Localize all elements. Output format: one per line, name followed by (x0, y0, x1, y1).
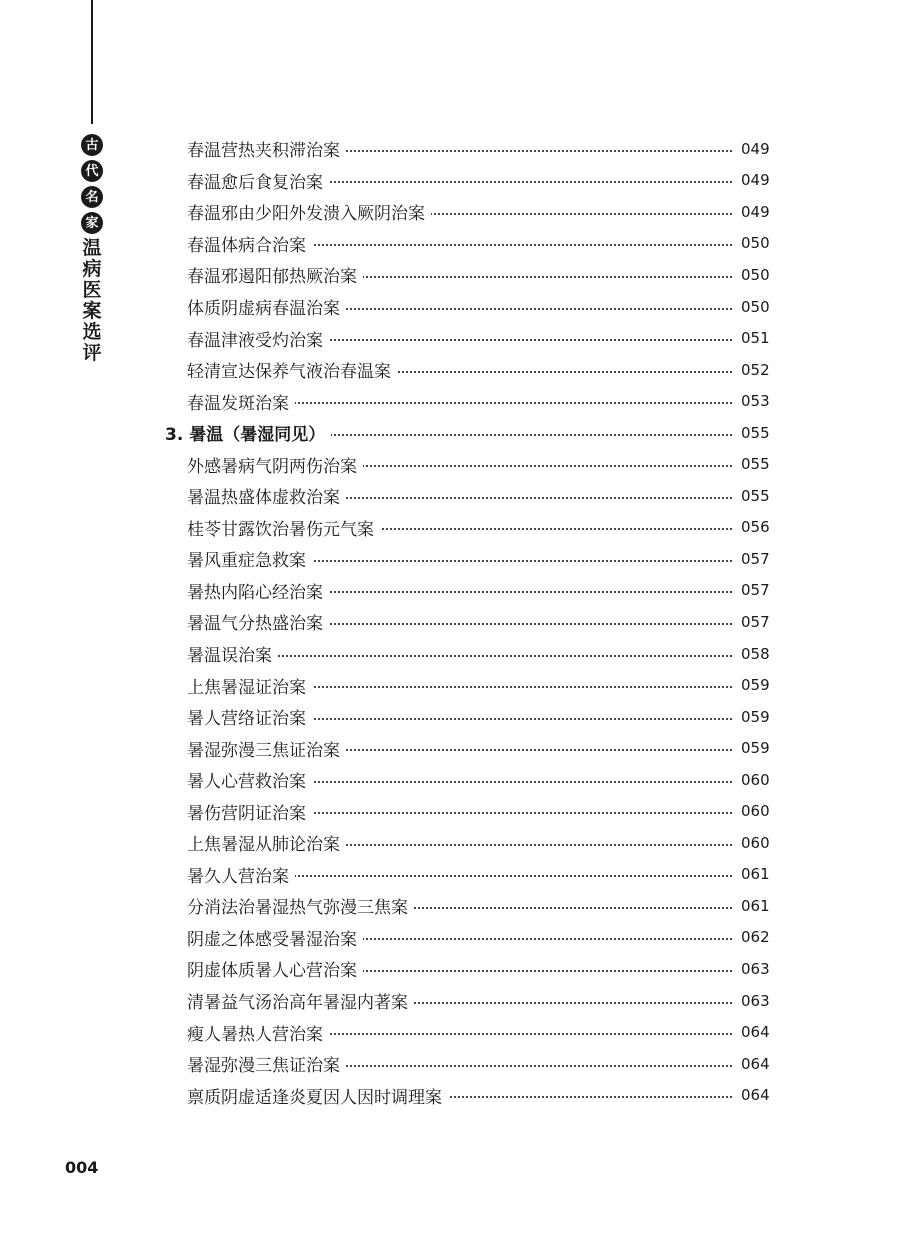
toc-entry[interactable] (0, 985, 900, 1017)
toc-entry-page: 060 (741, 802, 770, 821)
toc-entry-page: 057 (741, 549, 770, 568)
toc-entry[interactable] (0, 669, 900, 701)
toc-entry[interactable] (0, 701, 900, 733)
toc-entry-title: 春温营热夹积滞治案 (187, 136, 346, 161)
toc-entry-page: 060 (741, 833, 770, 852)
toc-entry-page: 064 (741, 1054, 770, 1073)
toc-entry-title: 春温愈后食复治案 (187, 168, 329, 193)
toc-entry-page: 062 (741, 928, 770, 947)
toc-entry-page: 059 (741, 739, 770, 758)
toc-entry-page: 063 (741, 959, 770, 978)
toc-entry[interactable] (0, 575, 900, 607)
toc-entry[interactable] (0, 922, 900, 954)
toc-entry-title: 春温津液受灼治案 (187, 326, 329, 351)
toc-entry-page: 057 (741, 581, 770, 600)
toc-entry[interactable] (0, 133, 900, 165)
toc-entry-page: 057 (741, 612, 770, 631)
toc-entry-page: 049 (741, 139, 770, 158)
toc-entry-title: 暑人营络证治案 (187, 704, 312, 729)
toc-entry-title: 上焦暑湿从肺论治案 (187, 830, 346, 855)
toc-entry-title: 暑人心营救治案 (187, 767, 312, 792)
toc-entry-page: 058 (741, 644, 770, 663)
toc-entry-title: 暑湿弥漫三焦证治案 (187, 736, 346, 761)
toc-entry-title: 暑湿弥漫三焦证治案 (187, 1051, 346, 1076)
toc-entry-title: 暑伤营阴证治案 (187, 799, 312, 824)
toc-section-heading[interactable] (0, 417, 900, 449)
toc-section-title: 3. 暑温（暑湿同见） (165, 420, 331, 445)
toc-entry-title: 暑久人营治案 (187, 862, 295, 887)
toc-entry-title: 春温体病合治案 (187, 231, 312, 256)
series-badge: 古 (81, 134, 103, 156)
toc-entry-page: 052 (741, 360, 770, 379)
toc-entry[interactable] (0, 354, 900, 386)
toc-entry-page: 051 (741, 329, 770, 348)
toc-entry-title: 暑风重症急救案 (187, 546, 312, 571)
table-of-contents (0, 133, 900, 1111)
toc-entry[interactable] (0, 291, 900, 323)
toc-entry-page: 049 (741, 171, 770, 190)
book-title-char: 温 (82, 237, 102, 259)
toc-entry-title: 阴虚之体感受暑湿治案 (187, 925, 363, 950)
toc-entry[interactable] (0, 890, 900, 922)
toc-entry[interactable] (0, 259, 900, 291)
toc-entry-page: 049 (741, 202, 770, 221)
toc-entry-page: 063 (741, 991, 770, 1010)
toc-entry-title: 上焦暑湿证治案 (187, 673, 312, 698)
toc-entry-title: 桂苓甘露饮治暑伤元气案 (187, 515, 380, 540)
toc-entry-title: 外感暑病气阴两伤治案 (187, 452, 363, 477)
book-title-char: 案 (82, 300, 102, 322)
toc-entry-title: 阴虚体质暑人心营治案 (187, 956, 363, 981)
toc-entry-page: 050 (741, 234, 770, 253)
toc-entry-page: 061 (741, 896, 770, 915)
side-rule (91, 0, 93, 124)
book-title-char: 医 (82, 279, 102, 301)
toc-entry-page: 055 (741, 423, 770, 442)
toc-entry-title: 禀质阴虚适逢炎夏因人因时调理案 (187, 1083, 448, 1108)
toc-entry[interactable] (0, 228, 900, 260)
series-badge: 名 (81, 186, 103, 208)
book-title-char: 选 (82, 321, 102, 343)
toc-entry[interactable] (0, 1079, 900, 1111)
series-badge: 家 (81, 212, 103, 234)
toc-entry-page: 064 (741, 1086, 770, 1105)
toc-entry-page: 059 (741, 676, 770, 695)
toc-entry-title: 暑温气分热盛治案 (187, 609, 329, 634)
toc-entry[interactable] (0, 953, 900, 985)
toc-entry-title: 瘦人暑热人营治案 (187, 1020, 329, 1045)
toc-entry[interactable] (0, 827, 900, 859)
toc-entry-page: 056 (741, 518, 770, 537)
toc-entry-page: 060 (741, 770, 770, 789)
toc-entry[interactable] (0, 732, 900, 764)
toc-entry[interactable] (0, 859, 900, 891)
toc-entry-title: 暑热内陷心经治案 (187, 578, 329, 603)
toc-entry-title: 春温邪遏阳郁热厥治案 (187, 262, 363, 287)
toc-entry[interactable] (0, 795, 900, 827)
page-number: 004 (65, 1158, 99, 1177)
book-title-char: 病 (82, 258, 102, 280)
toc-entry[interactable] (0, 638, 900, 670)
toc-entry[interactable] (0, 764, 900, 796)
toc-entry-title: 春温邪由少阳外发溃入厥阴治案 (187, 199, 431, 224)
toc-entry-title: 分消法治暑湿热气弥漫三焦案 (187, 893, 414, 918)
toc-entry[interactable] (0, 606, 900, 638)
toc-entry-title: 暑温误治案 (187, 641, 278, 666)
toc-entry[interactable] (0, 1048, 900, 1080)
toc-entry-page: 050 (741, 297, 770, 316)
toc-entry-page: 055 (741, 455, 770, 474)
toc-entry-title: 轻清宣达保养气液治春温案 (187, 357, 397, 382)
toc-entry-page: 061 (741, 865, 770, 884)
toc-entry[interactable] (0, 512, 900, 544)
toc-entry[interactable] (0, 165, 900, 197)
toc-entry[interactable] (0, 448, 900, 480)
toc-entry-title: 暑温热盛体虚救治案 (187, 483, 346, 508)
toc-entry[interactable] (0, 385, 900, 417)
toc-entry-page: 050 (741, 265, 770, 284)
toc-entry[interactable] (0, 543, 900, 575)
series-badge: 代 (81, 160, 103, 182)
toc-entry-page: 053 (741, 392, 770, 411)
toc-entry-page: 064 (741, 1023, 770, 1042)
toc-entry[interactable] (0, 1016, 900, 1048)
toc-entry-page: 055 (741, 486, 770, 505)
toc-entry[interactable] (0, 322, 900, 354)
toc-entry-page: 059 (741, 707, 770, 726)
toc-entry[interactable] (0, 480, 900, 512)
toc-entry[interactable] (0, 196, 900, 228)
book-title-char: 评 (82, 342, 102, 364)
toc-entry-title: 清暑益气汤治高年暑湿内著案 (187, 988, 414, 1013)
toc-entry-title: 体质阴虚病春温治案 (187, 294, 346, 319)
toc-entry-title: 春温发斑治案 (187, 389, 295, 414)
